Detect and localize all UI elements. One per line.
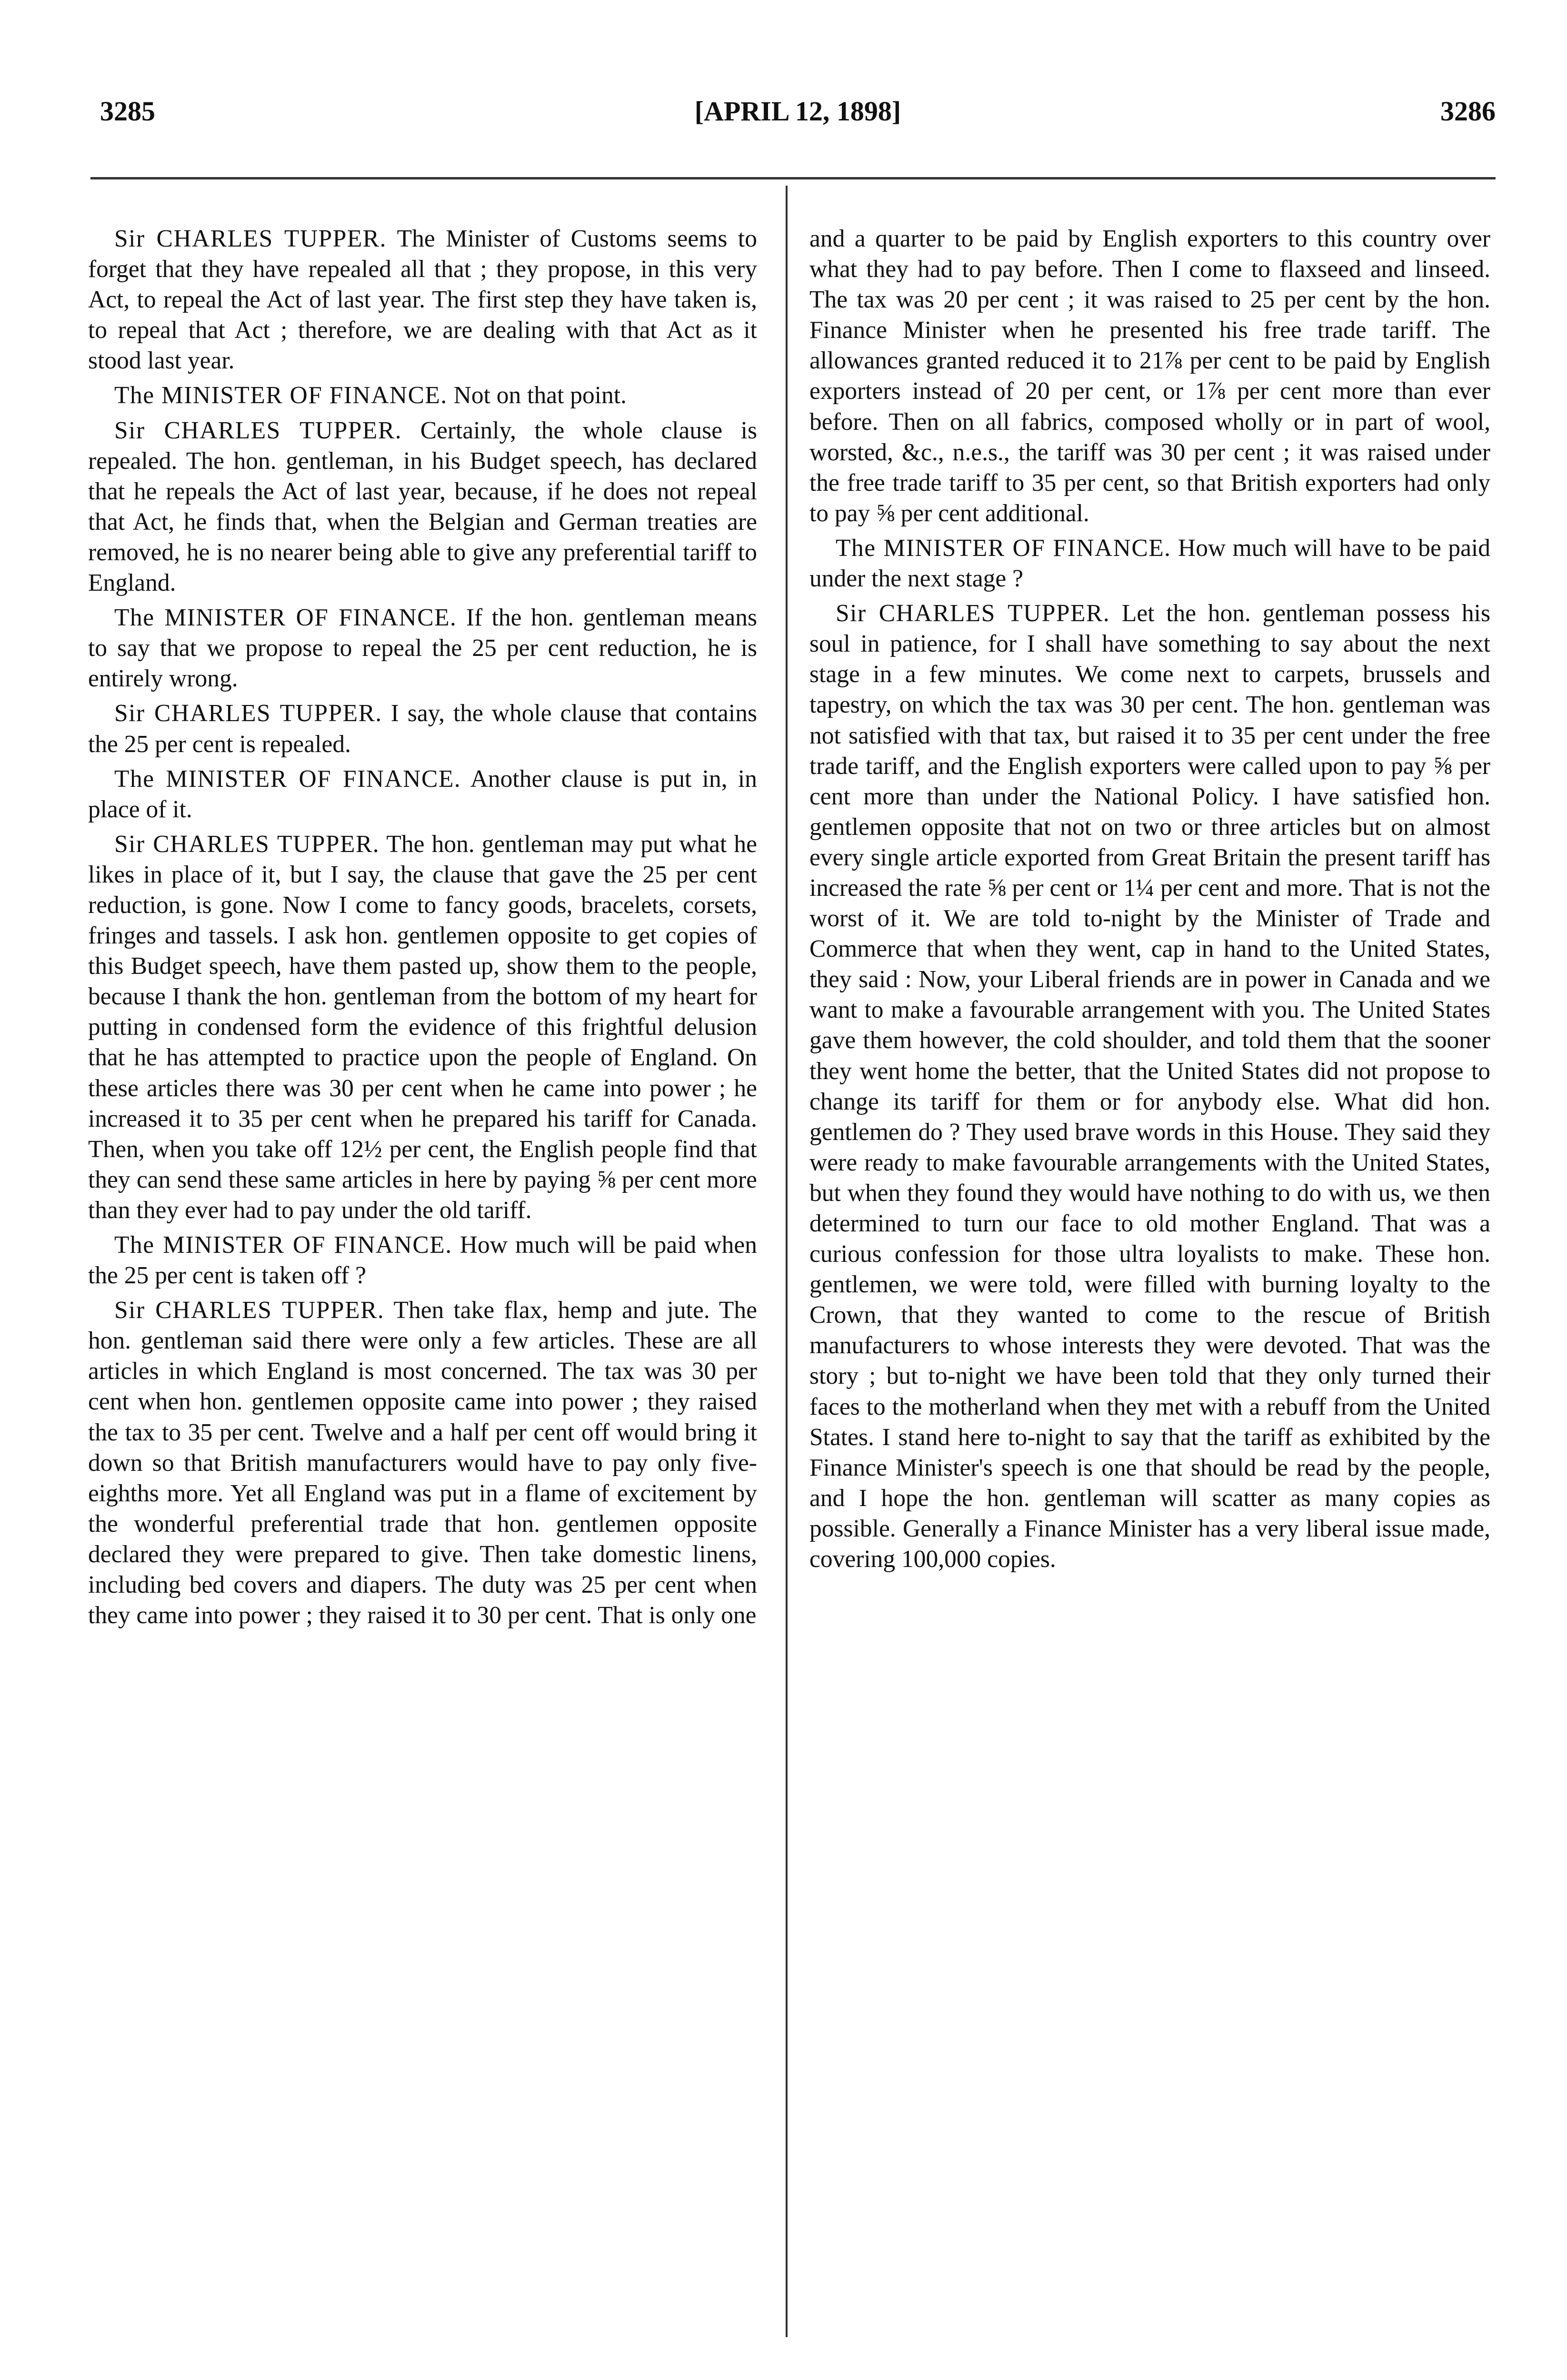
left-column <box>88 224 757 1635</box>
speech-text: Then take flax, hemp and jute. The hon. gentleman said there were only a few articles. These are all articles in which England is most concerned. The tax was 30 per cent when hon. gentlemen opposite came into power ; they raised the tax to 35 per cent. Twelve and a half per cent off would bring it down so that British manufacturers would have to pay only five-eighths more. Yet all England was put in a flame of excitement by the wonderful preferential trade that hon. gentlemen opposite declared they were prepared to give. Then take domestic linens, including bed covers and diapers. The duty was 25 per cent when they came into power ; they raised it to 30 per cent. That is only one <box>88 1297 757 1629</box>
speaker-name: The MINISTER OF FINANCE. <box>114 765 461 793</box>
speaker-name: Sir CHARLES TUPPER. <box>114 700 382 727</box>
speaker-name: The MINISTER OF FINANCE. <box>114 382 448 409</box>
right-column <box>809 224 1490 1579</box>
speech-text: Another clause is put in, in place of it. <box>88 765 757 823</box>
speaker-name: The MINISTER OF FINANCE. <box>836 534 1171 562</box>
page-date: [APRIL 12, 1898] <box>694 96 901 127</box>
speech-paragraph <box>88 603 757 694</box>
speaker-name: Sir CHARLES TUPPER. <box>836 600 1110 627</box>
speech-text: How much will be paid when the 25 per cent is taken off ? <box>88 1231 757 1289</box>
speech-text: Not on that point. <box>453 382 627 409</box>
speech-text: and a quarter to be paid by English exporters to this country over what they had to pay before. Then I come to flaxseed and linseed. The tax was 20 per cent ; it was raised to 25 per cent by the hon. Finance Minister when he presented his free trade tariff. The allowances granted reduced it to 21⅞ per cent to be paid by English exporters instead of 20 per cent, or 1⅞ per cent more than ever before. Then on all fabrics, composed wholly or in part of wool, worsted, &c., n.e.s., the tariff was 30 per cent ; it was raised under the free trade tariff to 35 per cent, so that British exporters had only to pay ⅝ per cent additional. <box>809 225 1490 527</box>
speaker-name: The MINISTER OF FINANCE. <box>114 604 457 632</box>
speech-text: If the hon. gentleman means to say that we propose to repeal the 25 per cent reduction, he is entirely wrong. <box>88 604 757 693</box>
speech-paragraph <box>88 829 757 1226</box>
page-number-left: 3285 <box>100 96 155 127</box>
header-rule <box>90 177 1496 179</box>
speech-paragraph <box>809 533 1490 594</box>
column-divider <box>786 186 788 2337</box>
speech-paragraph <box>88 698 757 759</box>
speech-text: I say, the whole clause that contains the 25 per cent is repealed. <box>88 700 757 758</box>
page-header <box>100 95 1496 148</box>
speech-text: How much will have to be paid under the next stage ? <box>809 534 1490 593</box>
speaker-name: Sir CHARLES TUPPER. <box>114 1297 385 1324</box>
speech-paragraph-continued <box>809 224 1490 529</box>
speech-paragraph <box>88 416 757 599</box>
speech-text: Let the hon. gentleman possess his soul in patience, for I shall have something to say about the next stage in a few minutes. We come next to carpets, brussels and tapestry, on which the tax was 30 per cent. The hon. gentleman was not satisfied with that tax, but raised it to 35 per cent under the free trade tariff, and the English exporters were called upon to pay ⅝ per cent more than under the National Policy. I have satisfied hon. gentlemen opposite that not on two or three articles but on almost every single article exported from Great Britain the present tariff has increased the rate ⅝ per cent or 1¼ per cent and more. That is not the worst of it. We are told to-night by the Minister of Trade and Commerce that when they went, cap in hand to the United States, they said : Now, your Liberal friends are in power in Canada and we want to make a favourable arrangement with you. The United States gave them however, the cold shoulder, and told them that the sooner they went home the better, that the United States did not propose to change its tariff for them or for anybody else. What did hon. gentlemen do ? They used brave words in this House. They said they were ready to make favourable arrangements with the United States, but when they found they would have nothing to do with us, we then determined to turn our face to old mother England. That was a curious confession for those ultra loyalists to make. These hon. gentlemen, we were told, were filled with burning loyalty to the Crown, that they wanted to come to the rescue of British manufacturers to whose interests they were devoted. That was the story ; but to-night we have been told that they only turned their faces to the motherland when they met with a rebuff from the United States. I stand here to-night to say that the tariff as exhibited by the Finance Minister's speech is one that should be read by the people, and I hope the hon. gentleman will scatter as many copies as possible. Generally a Finance Minister has a very liberal issue made, covering 100,000 copies. <box>809 600 1491 1573</box>
speech-text: Certainly, the whole clause is repealed. The hon. gentleman, in his Budget speech, has declared that he repeals the Act of last year, because, if he does not repeal that Act, he finds that, when the Belgian and German treaties are removed, he is no nearer being able to give any preferential tariff to England. <box>88 416 757 597</box>
speech-paragraph <box>88 380 757 411</box>
page-number-right: 3286 <box>1440 96 1496 127</box>
speaker-name: Sir CHARLES TUPPER. <box>114 225 387 252</box>
speech-paragraph <box>809 598 1490 1575</box>
speech-paragraph <box>88 1230 757 1291</box>
speaker-name: The MINISTER OF FINANCE. <box>114 1231 452 1259</box>
speech-paragraph <box>88 1295 757 1631</box>
speaker-name: Sir CHARLES TUPPER. <box>114 830 380 858</box>
speech-paragraph <box>88 224 757 376</box>
speech-text: The hon. gentleman may put what he likes in place of it, but I say, the clause that gave the 25 per cent reduction, is gone. Now I come to fancy goods, bracelets, corsets, fringes and tassels. I ask hon. gentlemen opposite to get copies of this Budget speech, have them pasted up, show them to the people, because I thank the hon. gentleman from the bottom of my heart for putting in condensed form the evidence of this frightful delusion that he has attempted to practice upon the people of England. On these articles there was 30 per cent when he came into power ; he increased it to 35 per cent when he prepared his tariff for Canada. Then, when you take off 12½ per cent, the English people find that they can send these same articles in here by paying ⅝ per cent more than they ever had to pay under the old tariff. <box>88 830 757 1224</box>
speaker-name: Sir CHARLES TUPPER. <box>114 416 402 444</box>
speech-text: The Minister of Customs seems to forget that they have repealed all that ; they propose, in this very Act, to repeal the Act of last year. The first step they have taken is, to repeal that Act ; therefore, we are dealing with that Act as it stood last year. <box>88 225 757 375</box>
speech-paragraph <box>88 764 757 825</box>
